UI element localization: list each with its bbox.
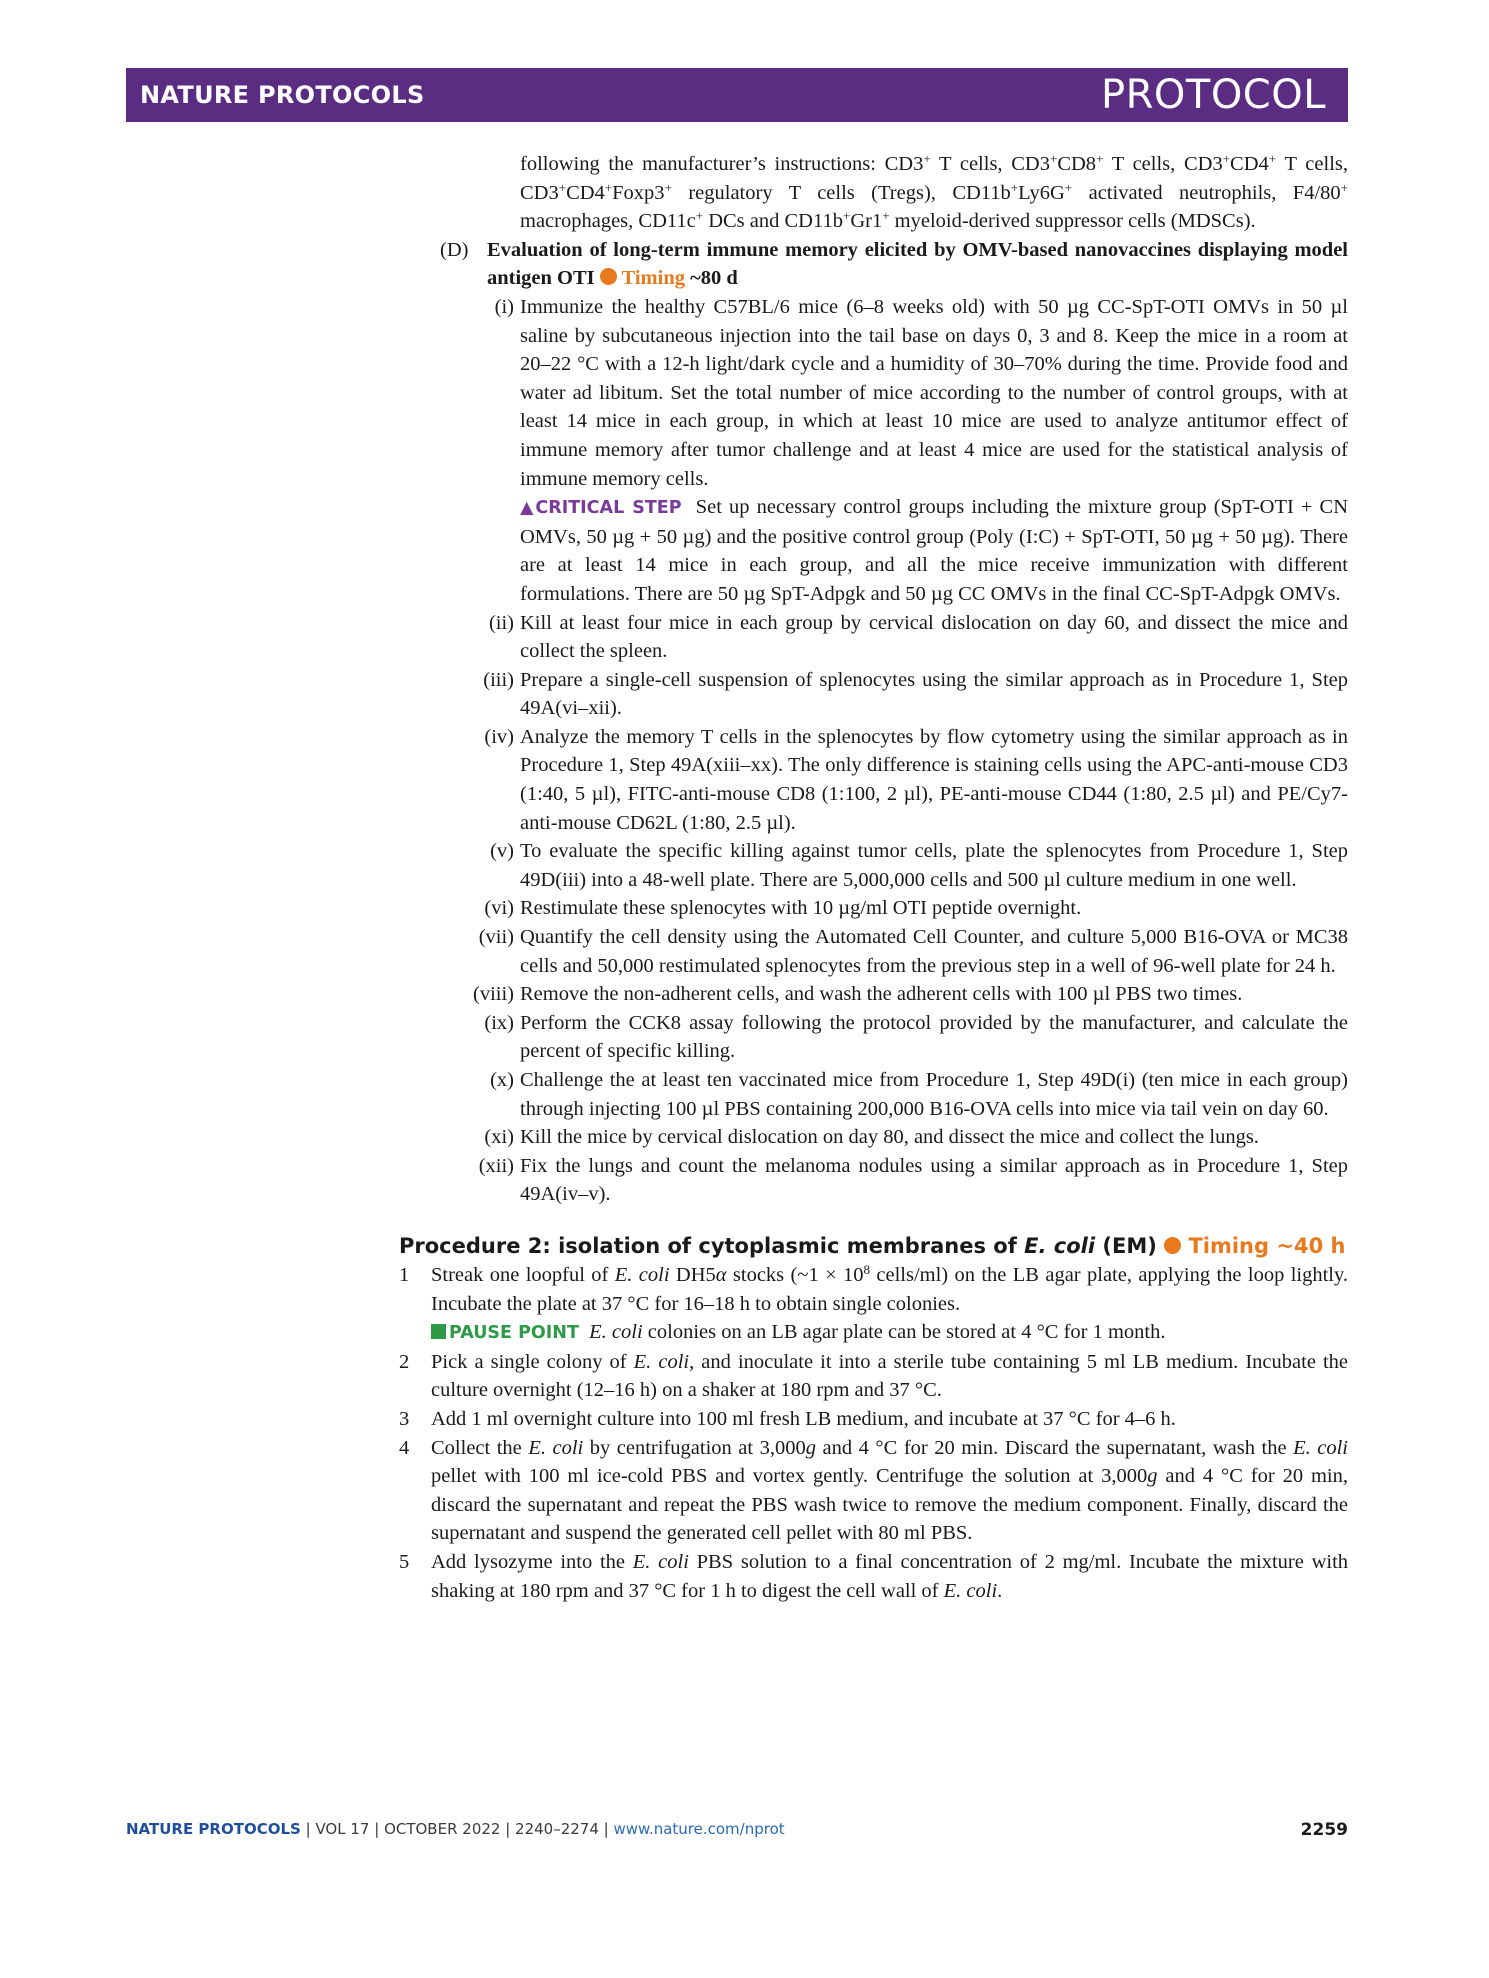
section-d-title: Evaluation of long-term immune memory elicited by OMV-based nanovaccines displaying model antigen OTI [487,238,1348,290]
step-5: 5 Add lysozyme into the E. coli PBS solution to a final concentration of 2 mg/ml. Incubate the mixture with shaking at 180 rpm and 37 °C for 1 h to digest the cell wall of E. coli. [399,1550,1349,1602]
substep-vii: (vii) Quantify the cell density using the Automated Cell Counter, and culture 5,000 B16-OVA or MC38 cells and 50,000 restimulated splenocytes from the previous step in a well of 96-well plate for 24 h. [478,926,1348,977]
procedure-2-heading: Procedure 2: isolation of cytoplasmic membranes of E. coli (EM) Timing ~40 h [399,1233,1346,1258]
substep-iv: (iv) Analyze the memory T cells in the splenocytes by flow cytometry using the similar approach as in Procedure 1, Step 49A(xiii–xx). The only difference is staining cells using the APC-anti-mouse CD3 (1:40, 5 µl), FITC-anti-mouse CD8 (1:100, 2 µl), PE-anti-mouse CD44 (1:80, 2.5 µl) and PE/Cy7-anti-mouse CD62L (1:80, 2.5 µl). [484,725,1348,834]
footer-pages: 2240–2274 [515,1820,599,1838]
pause-point-note: PAUSE POINT E. coli colonies on an LB agar plate can be stored at 4 °C for 1 month. [431,1318,1348,1348]
journal-name: NATURE PROTOCOLS [140,81,425,109]
substep-viii: (viii) Remove the non-adherent cells, and wash the adherent cells with 100 µl PBS two times. [473,983,1243,1006]
page-content [0,150,1489,1605]
timing-label: Timing [621,267,685,290]
page-footer: NATURE PROTOCOLS | VOL 17 | OCTOBER 2022 | 2240–2274 | www.nature.com/nprot 2259 [126,1820,1348,1840]
footer-date: OCTOBER 2022 [384,1820,501,1838]
step-4: 4 Collect the E. coli by centrifugation at 3,000g and 4 °C for 20 min. Discard the supernatant, wash the E. coli pellet with 100 ml ice-cold PBS and vortex gently. Centrifuge the solution at 3,000g and 4 °C for 20 min, discard the supernatant and repeat the PBS wash twice to remove the medium component. Finally, discard the supernatant and suspend the generated cell pellet with 80 ml PBS. [399,1436,1349,1545]
substep-i: (i) Immunize the healthy C57BL/6 mice (6–8 weeks old) with 50 µg CC-SpT-OTI OMVs in 50 µl saline by subcutaneous injection into the tail base on days 0, 3 and 8. Keep the mice in a room at 20–22 °C with a 12-h light/dark cycle and a humidity of 30–70% during the time. Provide food and water ad libitum. Set the total number of mice according to the number of control groups, with at least 14 mice in each group, in which at least 10 mice are used to analyze antitumor effect of immune memory after tumor challenge and at least 4 mice are used for the statistical analysis of immune memory cells. ▲CRITICAL STEP Set up necessary control groups including the mixture group (SpT-OTI + CN OMVs, 50 µg + 50 µg) and the positive control group (Poly (I:C) + SpT-OTI, 50 µg + 50 µg). There are at least 14 mice in each group, and all the mice receive immunization with different formulations. There are 50 µg SpT-Adpgk and 50 µg CC OMVs in the final CC-SpT-Adpgk OMVs. [440,293,1348,609]
page-number: 2259 [1300,1820,1348,1840]
substep-ii: (ii) Kill at least four mice in each group by cervical dislocation on day 60, and dissect the mice and collect the spleen. [488,611,1348,663]
timing-clock-icon [600,268,617,285]
timing-value: ~80 d [690,267,738,290]
substep-xii: (xii) Fix the lungs and count the melanoma nodules using a similar approach as in Procedure 1, Step 49A(iv–v). [478,1154,1348,1206]
substep-xi: (xi) Kill the mice by cervical dislocation on day 80, and dissect the mice and collect the lungs. [484,1126,1259,1149]
step-1: 1 Streak one loopful of E. coli DH5α stocks (~1 × $10^8$ cells/ml) on the LB agar plate, applying the loop lightly. Incubate the plate at 37 °C for 16–18 h to obtain single colonies. PAUSE POINT E. coli colonies on an LB agar plate can be stored at 4 °C for 1 month. [399,1261,1348,1348]
footer-url-link[interactable]: www.nature.com/nprot [613,1820,785,1838]
footer-journal: NATURE PROTOCOLS [126,1820,301,1838]
footer-volume: VOL 17 [315,1820,370,1838]
substep-x: (x) Challenge the at least ten vaccinated mice from Procedure 1, Step 49D(i) (ten mice in each group) through injecting 100 µl PBS containing 200,000 B16-OVA cells into mice via tail vein on day 60. [490,1069,1348,1120]
step-2: 2 Pick a single colony of E. coli, and inoculate it into a sterile tube containing 5 ml LB medium. Incubate the culture overnight (12–16 h) on a shaker at 180 rpm and 37 °C. [399,1350,1349,1402]
substep-ix: (ix) Perform the CCK8 assay following the protocol provided by the manufacturer, and calculate the percent of specific killing. [484,1011,1348,1063]
critical-step-label: ▲CRITICAL STEP [520,498,682,519]
intro-paragraph: following the manufacturer’s instructions: CD3+ T cells, CD3+CD8+ T cells, CD3+CD4+ T cells, CD3+CD4+Foxp3+ regulatory T cells (Tregs), CD11b+Ly6G+ activated neutrophils, F4/80+ macrophages, CD11c+ DCs and CD11b+Gr1+ myeloid-derived suppressor cells (MDSCs). [520,150,1348,233]
section-d-label: (D) [440,238,469,261]
section-d-heading [440,236,1348,293]
step-3: 3 Add 1 ml overnight culture into 100 ml fresh LB medium, and incubate at 37 °C for 4–6 h. [399,1407,1176,1430]
substep-iii: (iii) Prepare a single-cell suspension of splenocytes using the similar approach as in Procedure 1, Step 49A(vi–xii). [483,668,1348,720]
pause-square-icon [431,1324,446,1339]
substep-v: (v) To evaluate the specific killing against tumor cells, plate the splenocytes from Procedure 1, Step 49D(iii) into a 48-well plate. There are 5,000,000 cells and 500 µl culture medium in one well. [490,840,1348,891]
critical-step-note: ▲CRITICAL STEP Set up necessary control groups including the mixture group (SpT-OTI + CN OMVs, 50 µg + 50 µg) and the positive control group (Poly (I:C) + SpT-OTI, 50 µg + 50 µg). There are at least 14 mice in each group, and all the mice receive immunization with different formulations. There are 50 µg SpT-Adpgk and 50 µg CC OMVs in the final CC-SpT-Adpgk OMVs. [520,496,1349,605]
substep-vi: (vi) Restimulate these splenocytes with 10 µg/ml OTI peptide overnight. [484,897,1082,920]
header-bar [126,68,1348,122]
section-type: PROTOCOL [1100,72,1326,118]
pause-point-label: PAUSE POINT [449,1323,579,1344]
timing-clock-icon-2 [1164,1237,1181,1254]
